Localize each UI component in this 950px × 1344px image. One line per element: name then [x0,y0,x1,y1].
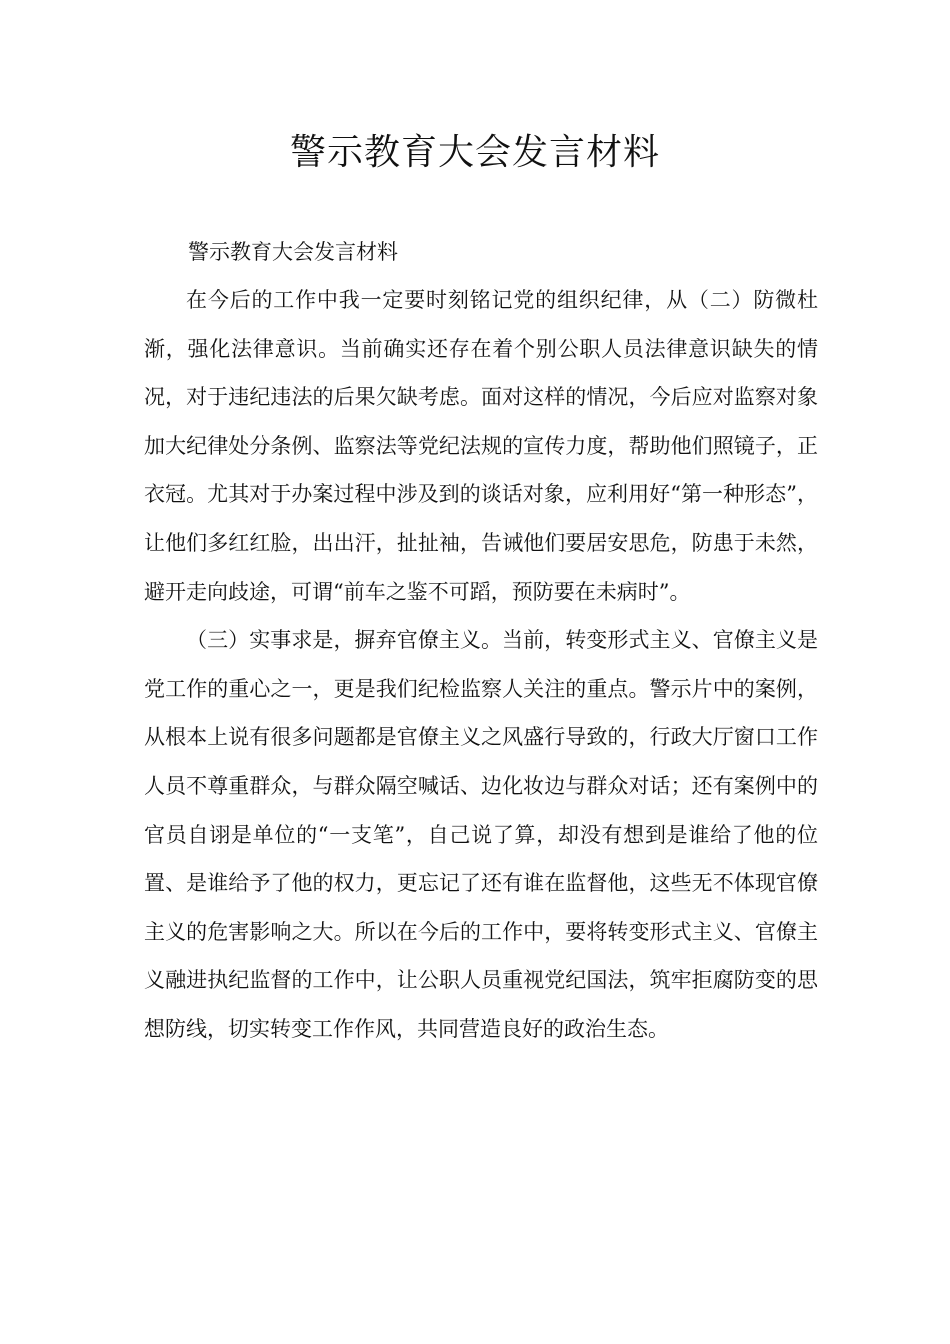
document-body [144,276,818,1054]
document-subtitle: 警示教育大会发言材料 [188,240,398,264]
paragraph-2: （三）实事求是，摒弃官僚主义。当前，转变形式主义、官僚主义是党工作的重心之一，更是我们纪检监察人关注的重点。警示片中的案例，从根本上说有很多问题都是官僚主义之风盛行导致的，行政大厅窗口工作人员不尊重群众，与群众隔空喊话、边化妆边与群众对话；还有案例中的官员自诩是单位的“一支笔”，自己说了算，却没有想到是谁给了他的位置、是谁给予了他的权力，更忘记了还有谁在监督他，这些无不体现官僚主义的危害影响之大。所以在今后的工作中，要将转变形式主义、官僚主义融进执纪监督的工作中，让公职人员重视党纪国法，筑牢拒腐防变的思想防线，切实转变工作作风，共同营造良好的政治生态。 [144,628,818,1041]
paragraph-1: 在今后的工作中我一定要时刻铭记党的组织纪律，从（二）防微杜渐，强化法律意识。当前确实还存在着个别公职人员法律意识缺失的情况，对于违纪违法的后果欠缺考虑。面对这样的情况，今后应对监察对象加大纪律处分条例、监察法等党纪法规的宣传力度，帮助他们照镜子，正衣冠。尤其对于办案过程中涉及到的谈话对象，应利用好“第一种形态”，让他们多红红脸，出出汗，扯扯袖，告诫他们要居安思危，防患于未然，避开走向歧途，可谓“前车之鉴不可蹈，预防要在未病时”。 [144,288,818,604]
document-title: 警示教育大会发言材料 [289,132,660,173]
